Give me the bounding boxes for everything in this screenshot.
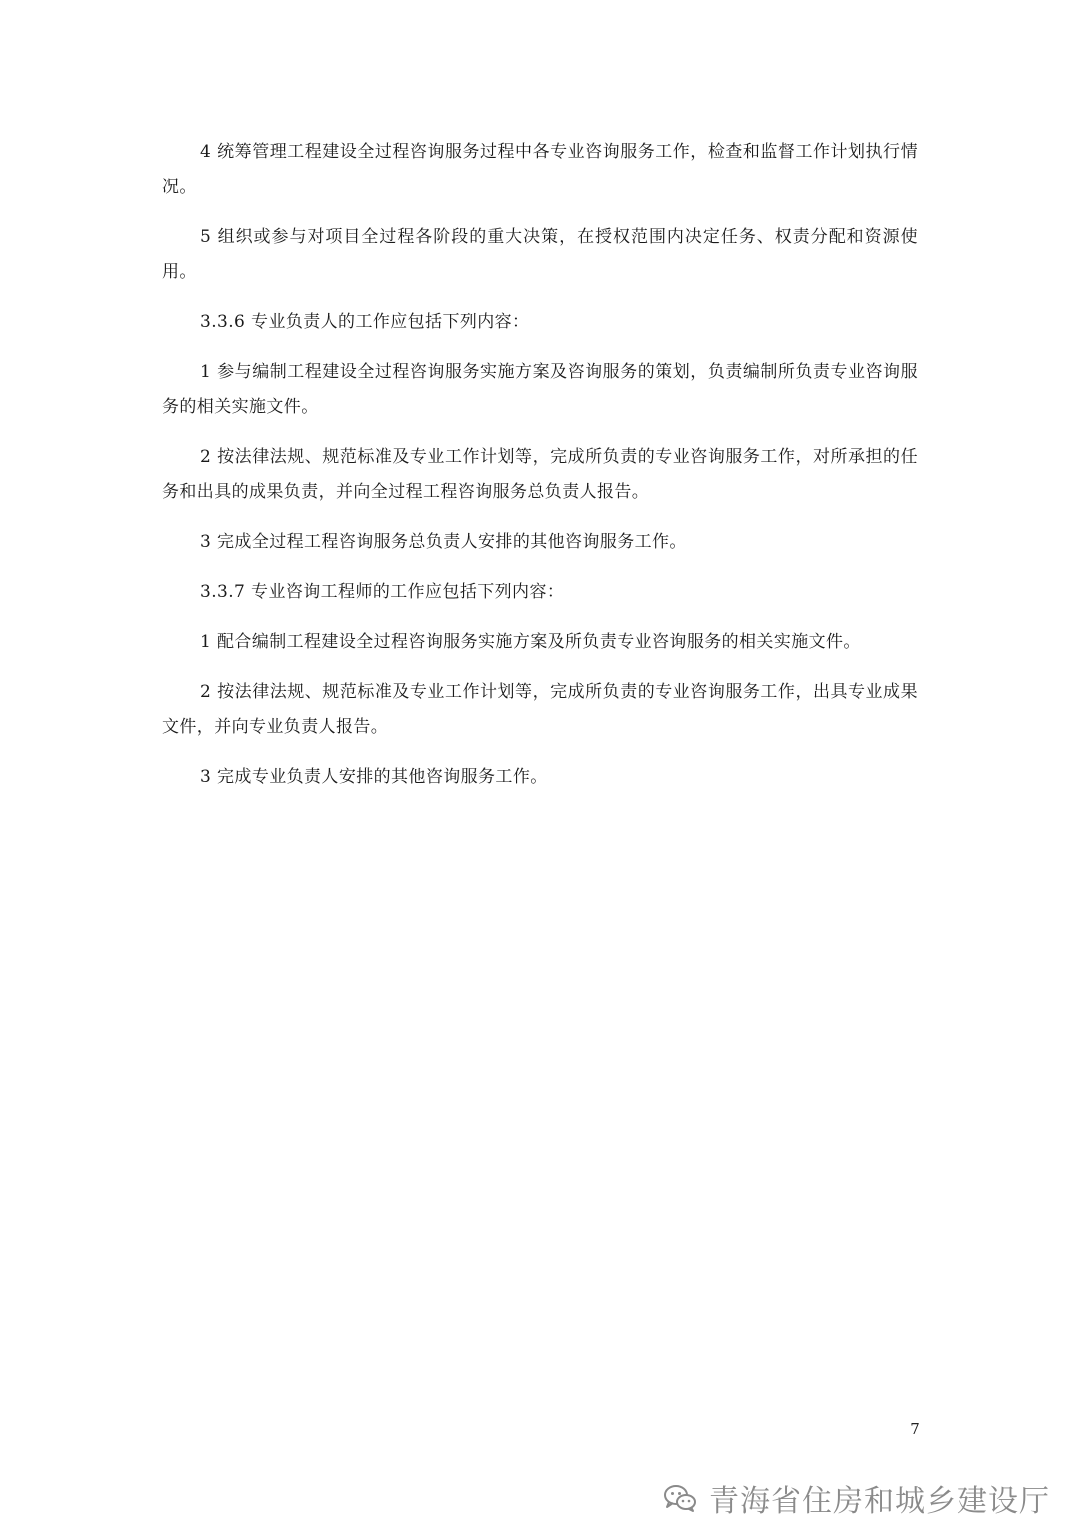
paragraph-item-2: 2 按法律法规、规范标准及专业工作计划等，完成所负责的专业咨询服务工作，对所承担的任务和出具的成果负责，并向全过程工程咨询服务总负责人报告。 bbox=[162, 447, 918, 502]
wechat-icon bbox=[663, 1483, 697, 1513]
watermark-text: 青海省住房和城乡建设厅 bbox=[709, 1484, 1050, 1519]
paragraph-item-1: 1 配合编制工程建设全过程咨询服务实施方案及所负责专业咨询服务的相关实施文件。 bbox=[200, 632, 861, 652]
paragraph-item-3: 3 完成全过程工程咨询服务总负责人安排的其他咨询服务工作。 bbox=[200, 532, 687, 552]
paragraph-item-4: 4 统筹管理工程建设全过程咨询服务过程中各专业咨询服务工作，检查和监督工作计划执行情况。 bbox=[162, 142, 918, 197]
section-heading-3-3-6: 3.3.6 专业负责人的工作应包括下列内容： bbox=[200, 312, 530, 332]
document-body bbox=[162, 135, 918, 810]
page-number: 7 bbox=[910, 1420, 920, 1438]
paragraph-item-3: 3 完成专业负责人安排的其他咨询服务工作。 bbox=[200, 767, 548, 787]
wechat-watermark bbox=[663, 1478, 1050, 1518]
paragraph-item-1: 1 参与编制工程建设全过程咨询服务实施方案及咨询服务的策划，负责编制所负责专业咨询服务的相关实施文件。 bbox=[162, 362, 918, 417]
paragraph-item-2: 2 按法律法规、规范标准及专业工作计划等，完成所负责的专业咨询服务工作，出具专业成果文件，并向专业负责人报告。 bbox=[162, 682, 918, 737]
section-heading-3-3-7: 3.3.7 专业咨询工程师的工作应包括下列内容： bbox=[200, 582, 565, 602]
paragraph-item-5: 5 组织或参与对项目全过程各阶段的重大决策，在授权范围内决定任务、权责分配和资源使用。 bbox=[162, 227, 918, 282]
